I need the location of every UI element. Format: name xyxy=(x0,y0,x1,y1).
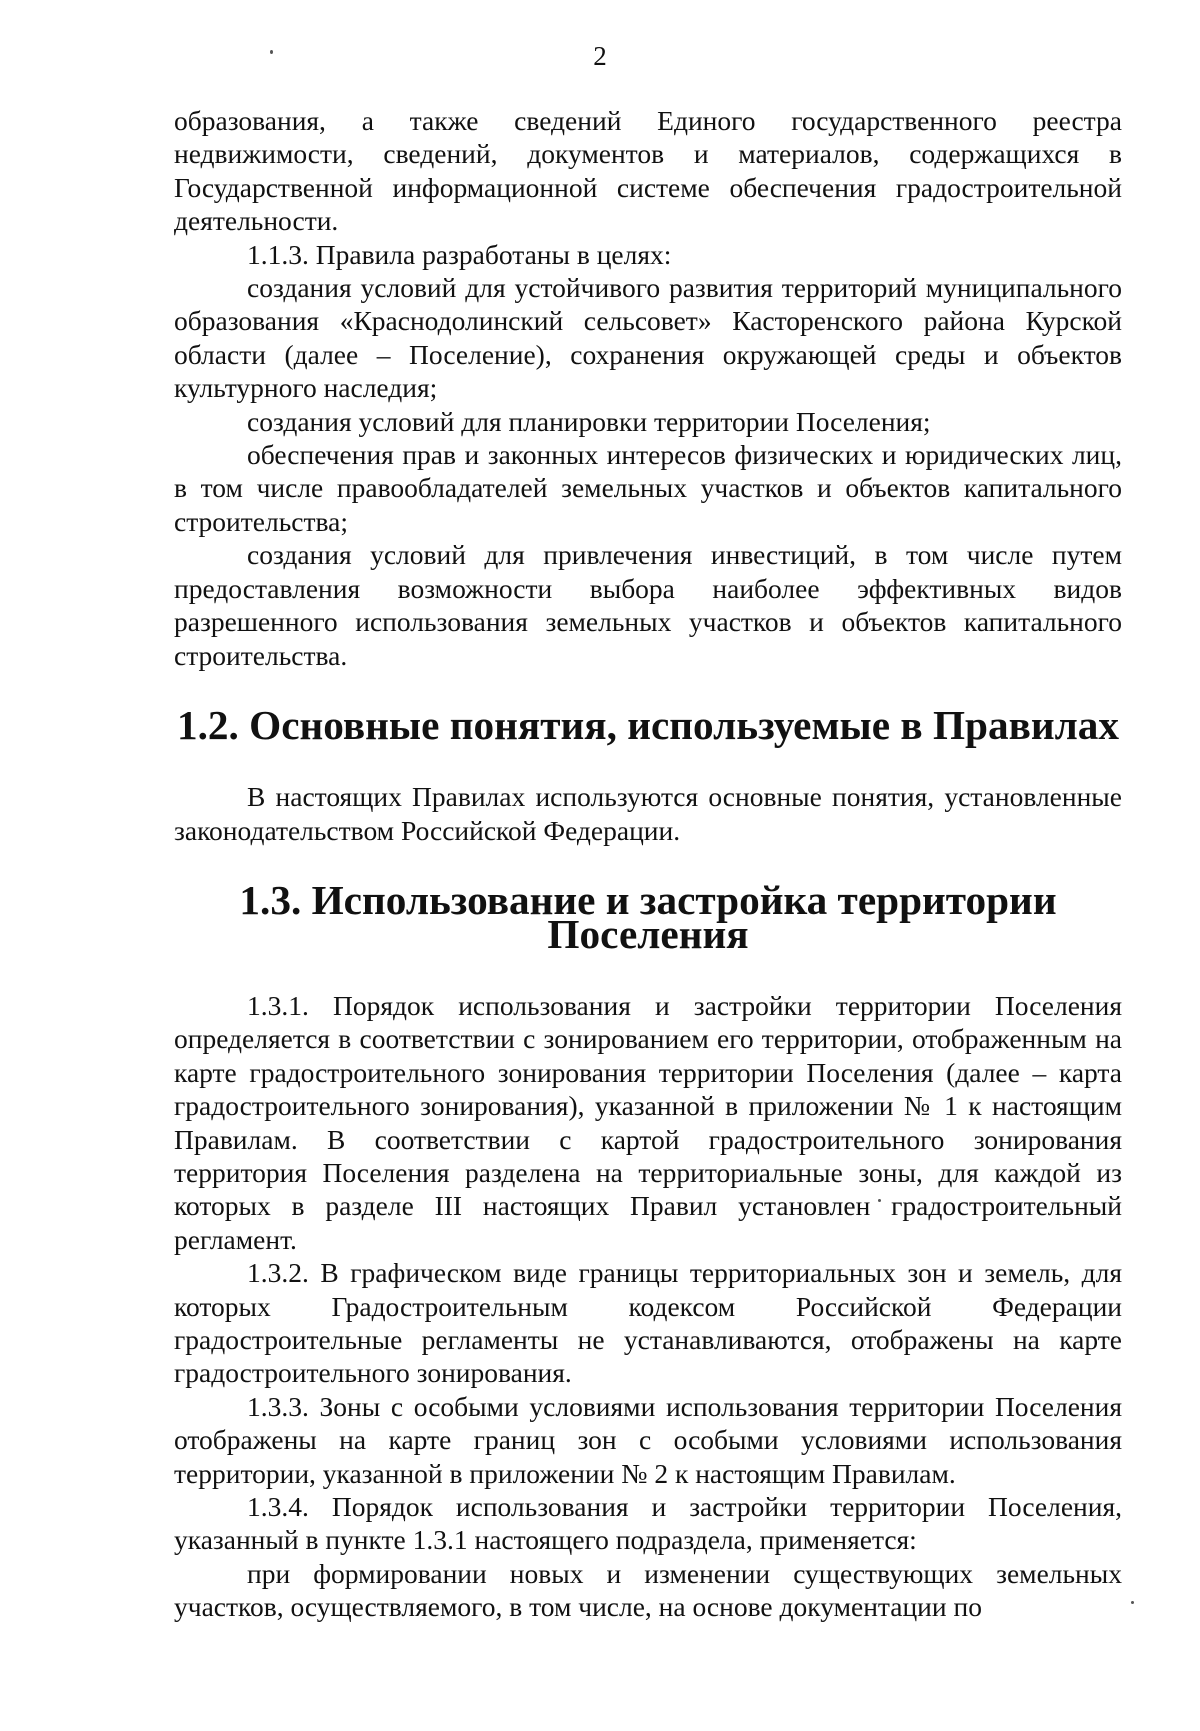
goal-item: создания условий для привлечения инвестиций, в том числе путем предоставления возможности выбора наиболее эффективных видов разрешенного использования земельных участков и объектов капитального строительства. xyxy=(174,539,1122,671)
clause-1-3-1: 1.3.1. Порядок использования и застройки территории Поселения определяется в соответствии с зонированием его территории, отображенным на карте градостроительного зонирования территории Поселения (далее – карта градостроительного зонирования), указанной в приложении № 1 к настоящим Правилам. В соответствии с картой градостроительного зонирования территория Поселения разделена на территориальные зоны, для каждой из которых в разделе III настоящих Правил установлен градостроительный регламент. xyxy=(174,989,1122,1255)
document-body xyxy=(174,104,1122,1624)
section-1-2-paragraph: В настоящих Правилах используются основные понятия, установленные законодательством Российской Федерации. xyxy=(174,781,1122,846)
clause-1-3-2: 1.3.2. В графическом виде границы территориальных зон и земель, для которых Градостроительным кодексом Российской Федерации градостроительные регламенты не устанавливаются, отображены на карте градостроительного зонирования. xyxy=(174,1257,1122,1389)
clause-1-1-3: 1.1.3. Правила разработаны в целях: xyxy=(247,238,672,270)
clause-1-3-4: 1.3.4. Порядок использования и застройки территории Поселения, указанный в пункте 1.3.1 настоящего подраздела, применяется: xyxy=(174,1491,1122,1556)
page-number: 2 xyxy=(593,41,607,71)
paragraph-continuation: образования, а также сведений Единого государственного реестра недвижимости, сведений, документов и материалов, содержащихся в Государственной информационной системе обеспечения градостроительной деятельности. xyxy=(174,105,1122,237)
goal-item: создания условий для планировки территории Поселения; xyxy=(247,405,931,437)
goal-item: создания условий для устойчивого развития территорий муниципального образования «Краснодолинский сельсовет» Касторенского района Курской области (далее – Поселение), сохранения окружающей среды и объектов культурного наследия; xyxy=(174,272,1122,404)
scan-speck xyxy=(1131,1601,1134,1604)
goal-item: обеспечения прав и законных интересов физических и юридических лиц, в том числе правообладателей земельных участков и объектов капитального строительства; xyxy=(174,439,1122,537)
section-heading-1-2: 1.2. Основные понятия, используемые в Правилах xyxy=(176,701,1120,748)
clause-1-3-3: 1.3.3. Зоны с особыми условиями использования территории Поселения отображены на карте границ зон с особыми условиями использования территории, указанной в приложении № 2 к настоящим Правилам. xyxy=(174,1390,1122,1489)
section-heading-1-3: 1.3. Использование и застройка территории Поселения xyxy=(239,877,1057,957)
clause-1-3-4-item: при формировании новых и изменении существующих земельных участков, осуществляемого, в том числе, на основе документации по xyxy=(174,1557,1122,1623)
